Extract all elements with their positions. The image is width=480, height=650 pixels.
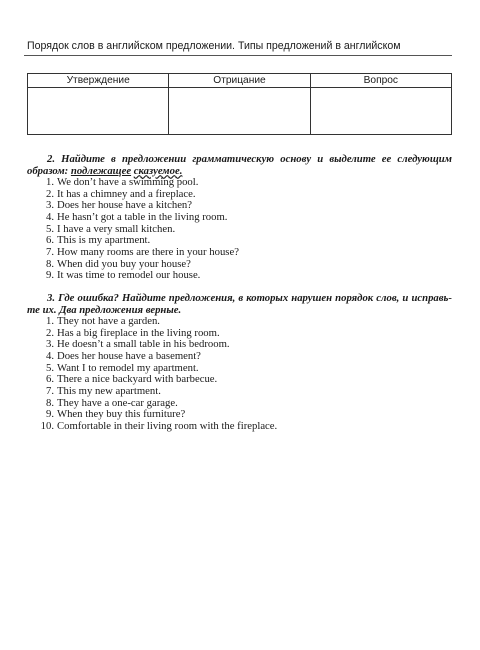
item-number: 7. xyxy=(45,246,54,259)
item-number: 1. xyxy=(45,176,54,189)
task-3 xyxy=(27,293,452,433)
item-text: Comfortable in their living room with the fireplace. xyxy=(57,419,278,432)
item-number: 6. xyxy=(45,234,54,247)
item-number: 2. xyxy=(45,326,54,339)
sentence-types-table xyxy=(27,73,452,135)
column-header-statement: Утверждение xyxy=(28,74,169,88)
item-number: 4. xyxy=(45,350,54,363)
item-text: I have a very small kitchen. xyxy=(57,222,176,235)
list-item xyxy=(27,421,452,433)
page-header: Порядок слов в английском предложении. Типы предложений в английском xyxy=(27,40,401,52)
item-number: 3. xyxy=(45,338,54,351)
task-3-title: 3. Где ошибка? Найдите предложения, в которых нарушен порядок слов, и исправь-те их. Два предложения верные. xyxy=(27,292,452,316)
item-text: It has a chimney and a fireplace. xyxy=(57,187,196,200)
column-header-negation: Отрицание xyxy=(169,74,310,88)
predicate-example: сказуемое. xyxy=(133,164,183,177)
item-number: 4. xyxy=(45,211,54,224)
item-number: 5. xyxy=(45,361,54,374)
item-number: 5. xyxy=(45,222,54,235)
item-text: Does her house have a kitchen? xyxy=(57,199,193,212)
task-2-instruction: 2. Найдите в предложении грамматическую основу и выделите ее следующим образом: xyxy=(27,153,452,177)
list-item xyxy=(27,247,452,259)
item-number: 9. xyxy=(45,269,54,282)
item-number: 2. xyxy=(45,187,54,200)
item-text: When did you buy your house? xyxy=(57,257,191,270)
header-divider xyxy=(24,55,452,56)
task-2 xyxy=(27,154,452,282)
subject-example: подлежащее xyxy=(70,164,132,177)
table-row xyxy=(28,88,452,135)
question-cell[interactable] xyxy=(310,88,451,135)
item-text: Does her house have a basement? xyxy=(57,350,201,363)
item-text: Want I to remodel my apartment. xyxy=(57,361,199,374)
statement-cell[interactable] xyxy=(28,88,169,135)
item-number: 8. xyxy=(45,257,54,270)
item-number: 9. xyxy=(45,408,54,421)
list-item xyxy=(27,270,452,282)
item-text: This my new apartment. xyxy=(57,385,161,398)
task-3-list xyxy=(27,316,452,432)
item-text: Has a big fireplace in the living room. xyxy=(57,326,220,339)
item-text: There a nice backyard with barbecue. xyxy=(57,373,218,386)
item-text: How many rooms are there in your house? xyxy=(57,246,239,259)
item-number: 6. xyxy=(45,373,54,386)
list-item xyxy=(27,212,452,224)
item-text: This is my apartment. xyxy=(57,234,151,247)
item-text: They have a one-car garage. xyxy=(57,396,178,409)
item-number: 7. xyxy=(45,385,54,398)
item-number: 10. xyxy=(40,419,54,432)
item-text: He hasn’t got a table in the living room. xyxy=(57,211,228,224)
list-item xyxy=(27,386,452,398)
table-header-row xyxy=(28,74,452,88)
task-2-list xyxy=(27,177,452,282)
item-number: 3. xyxy=(45,199,54,212)
task-2-title xyxy=(27,154,452,177)
item-number: 8. xyxy=(45,396,54,409)
list-item xyxy=(27,351,452,363)
item-text: When they buy this furniture? xyxy=(57,408,186,421)
item-text: It was time to remodel our house. xyxy=(57,269,201,282)
item-text: They not have a garden. xyxy=(57,315,160,328)
negation-cell[interactable] xyxy=(169,88,310,135)
column-header-question: Вопрос xyxy=(310,74,451,88)
item-number: 1. xyxy=(45,315,54,328)
item-text: We don’t have a swimming pool. xyxy=(57,176,199,189)
item-text: He doesn’t a small table in his bedroom. xyxy=(57,338,230,351)
